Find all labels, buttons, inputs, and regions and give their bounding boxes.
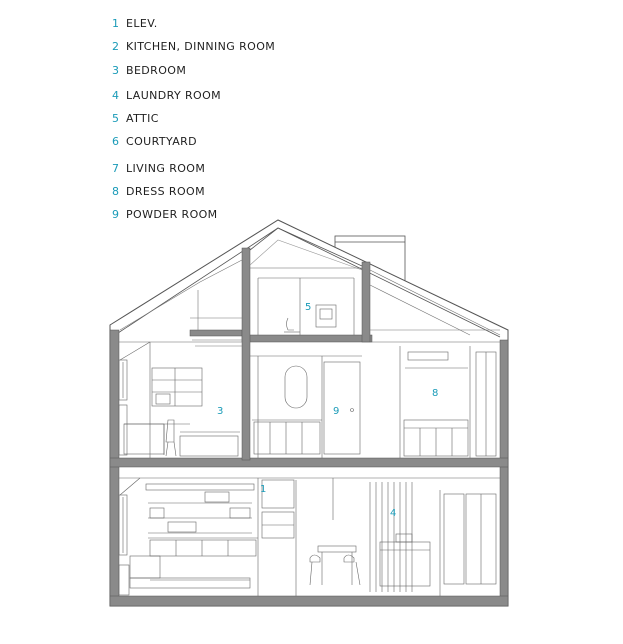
legend-label: ELEV. (126, 16, 158, 30)
legend-label: DRESS ROOM (126, 184, 205, 198)
legend-number: 6 (112, 134, 119, 148)
legend-number: 3 (112, 63, 119, 77)
legend-number: 2 (112, 39, 119, 53)
legend-number: 1 (112, 16, 119, 30)
legend-label: KITCHEN, DINNING ROOM (126, 39, 276, 53)
legend-number: 4 (112, 88, 119, 102)
room-tag-dress-room: 8 (432, 388, 439, 399)
legend-label: POWDER ROOM (126, 207, 218, 221)
room-tag-powder-room: 9 (333, 406, 340, 417)
room-tag-laundry-room: 4 (390, 508, 397, 519)
legend-label: LAUNDRY ROOM (126, 88, 222, 102)
legend-number: 8 (112, 184, 119, 198)
legend-label: LIVING ROOM (126, 161, 206, 175)
legend-label: COURTYARD (126, 134, 198, 148)
room-tag-attic: 5 (305, 302, 312, 313)
room-tag-elev: 1 (260, 484, 267, 495)
legend-number: 7 (112, 161, 119, 175)
legend-label: ATTIC (126, 111, 159, 125)
legend-number: 5 (112, 111, 119, 125)
legend-label: BEDROOM (126, 63, 187, 77)
legend-number: 9 (112, 207, 119, 221)
room-tag-bedroom: 3 (217, 406, 224, 417)
